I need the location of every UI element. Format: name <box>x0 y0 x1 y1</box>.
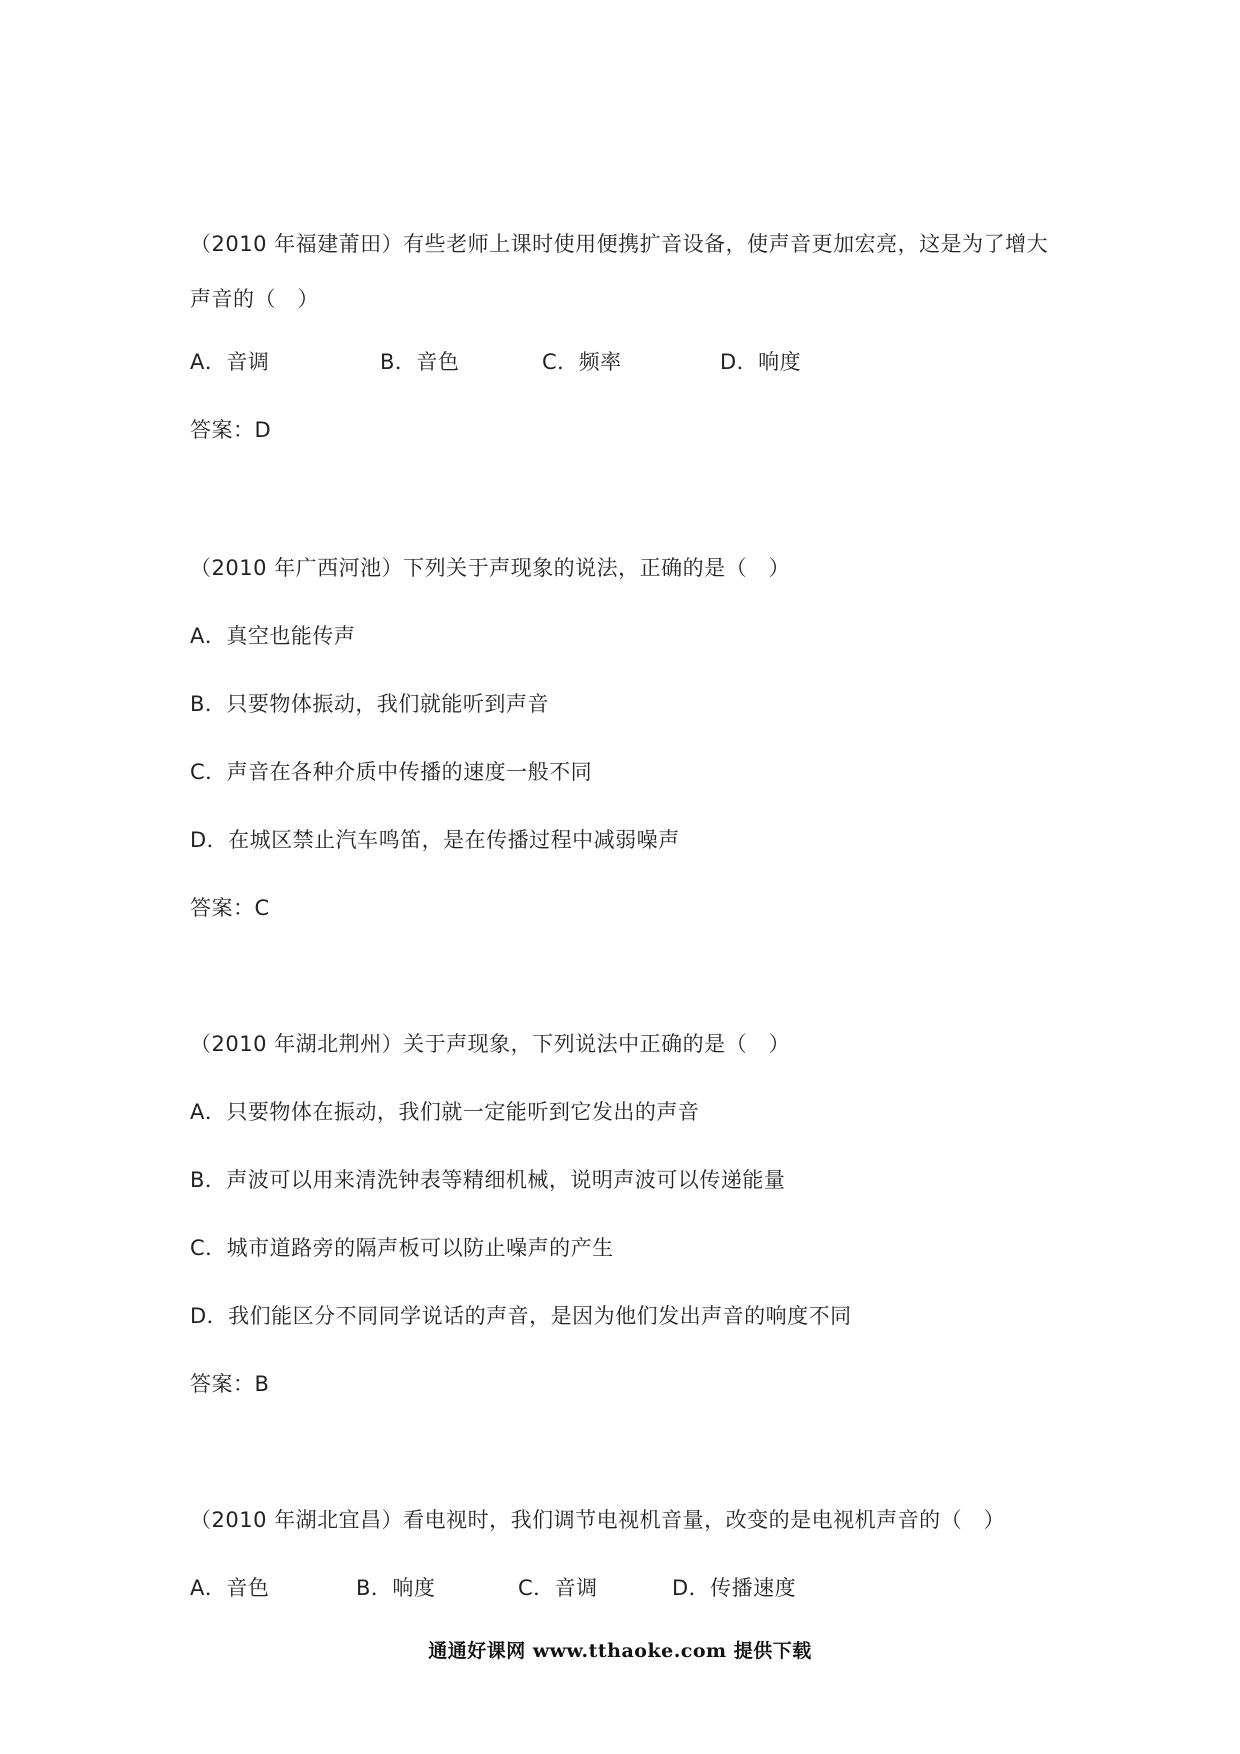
question-3-option-b: B．声波可以用来清洗钟表等精细机械，说明声波可以传递能量 <box>190 1168 786 1192</box>
question-4-option-c: C．音调 <box>518 1576 598 1600</box>
question-4-option-a: A．音色 <box>190 1576 270 1600</box>
question-2-stem-line-1: （2010 年广西河池）下列关于声现象的说法，正确的是（ ） <box>190 556 791 580</box>
question-4-option-b: B．响度 <box>356 1576 436 1600</box>
question-3-option-d: D．我们能区分不同同学说话的声音，是因为他们发出声音的响度不同 <box>190 1304 852 1328</box>
question-3-option-c: C．城市道路旁的隔声板可以防止噪声的产生 <box>190 1236 614 1260</box>
question-3-stem-line-1: （2010 年湖北荆州）关于声现象，下列说法中正确的是（ ） <box>190 1032 791 1056</box>
question-4-stem-line-1: （2010 年湖北宜昌）看电视时，我们调节电视机音量，改变的是电视机声音的（ ） <box>190 1508 1006 1532</box>
question-2-answer: 答案：C <box>190 896 270 920</box>
question-2-option-d: D．在城区禁止汽车鸣笛，是在传播过程中减弱噪声 <box>190 828 680 852</box>
question-1-option-c: C．频率 <box>542 350 622 374</box>
question-1-option-d: D．响度 <box>720 350 802 374</box>
question-1-answer: 答案：D <box>190 418 272 442</box>
question-2-option-a: A．真空也能传声 <box>190 624 356 648</box>
question-1-stem-line-1: （2010 年福建莆田）有些老师上课时使用便携扩音设备，使声音更加宏亮，这是为了增大 <box>190 232 1049 256</box>
question-3-answer: 答案：B <box>190 1372 270 1396</box>
question-2-option-c: C．声音在各种介质中传播的速度一般不同 <box>190 760 593 784</box>
page-footer: 通通好课网 www.tthaoke.com 提供下载 <box>428 1640 812 1662</box>
question-3-option-a: A．只要物体在振动，我们就一定能听到它发出的声音 <box>190 1100 700 1124</box>
question-1-option-a: A．音调 <box>190 350 270 374</box>
question-1-option-b: B．音色 <box>380 350 460 374</box>
question-1-stem-line-2: 声音的（ ） <box>190 287 319 311</box>
question-4-option-d: D．传播速度 <box>672 1576 797 1600</box>
question-2-option-b: B．只要物体振动，我们就能听到声音 <box>190 692 549 716</box>
